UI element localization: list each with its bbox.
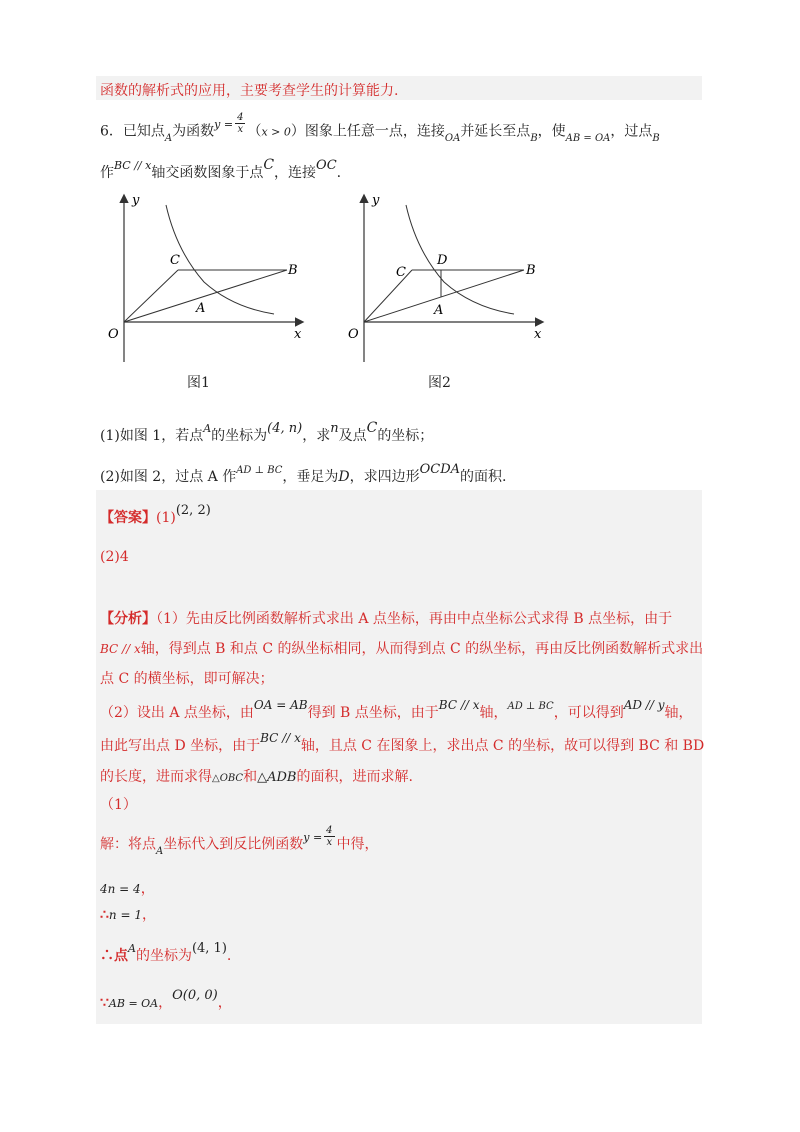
analysis-line-5: 由此写出点 D 坐标，由于BC // x轴，且点 C 在图象上，求出点 C 的坐标，故可以得到 BC 和 BD — [100, 731, 705, 754]
fig1-line-OB — [124, 270, 287, 322]
fig2-label-x: x — [534, 327, 542, 342]
fig1-label-O: O — [108, 327, 119, 342]
analysis-line-4: （2）设出 A 点坐标，由OA = AB得到 B 点坐标，由于BC // x轴，$^{AD \perp BC}$，可以得到AD // y轴， — [100, 698, 693, 721]
analysis-line-3: 点 C 的横坐标，即可解决； — [100, 671, 274, 687]
analysis-line-6: 的长度，进而求得△OBC和△ADB的面积，进而求解. — [100, 769, 413, 785]
question-2: (2)如图 2，过点 A 作$^{AD \perp BC}$，垂足为D，求四边形OCDA的面积. — [100, 462, 507, 485]
problem-line-2: 作$^{BC // x}$轴交函数图象于点C，连接OC. — [100, 157, 342, 181]
fig2-label-y: y — [372, 193, 380, 208]
solution-line-4: ∴点$^A$的坐标为(4, 1). — [100, 941, 232, 964]
answer-line-2: (2)4 — [100, 549, 129, 565]
fig2-label-A: A — [434, 303, 444, 318]
solution-line-5: ∵AB = OA，O(0, 0)， — [100, 988, 232, 1011]
solution-line-1: 解：将点$_A$坐标代入到反比例函数$^{y =}$ $\frac{4}{x}$ 中得， — [100, 825, 379, 857]
fig1-caption: 图1 — [187, 375, 210, 391]
fig1-label-C: C — [170, 253, 180, 268]
fig2-label-D: D — [437, 253, 448, 268]
fig2-caption: 图2 — [428, 375, 451, 391]
analysis-line-1: 【分析】（1）先由反比例函数解析式求出 A 点坐标，再由中点坐标公式求得 B 点坐标，由于 — [100, 611, 673, 627]
figure-1 — [104, 190, 314, 390]
answer-line-1: 【答案】(1)(2, 2) — [100, 503, 211, 526]
figure-2 — [344, 190, 554, 390]
question-1: (1)如图 1，若点$^A$的坐标为(4, n)，求n及点C的坐标； — [100, 420, 434, 444]
fig1-label-x: x — [294, 327, 302, 342]
fraction-4-over-x: $\frac{4}{x}$ — [237, 112, 244, 135]
fig2-curve — [406, 205, 514, 314]
solution-line-2: 4n = 4， — [100, 881, 155, 897]
solution-line-3: ∴n = 1， — [100, 907, 156, 923]
solution-fraction-4-over-x: $\frac{4}{x}$ — [326, 825, 333, 848]
fig2-label-O: O — [348, 327, 359, 342]
problem-line-1: 6．已知点$_A$为函数$^{y =}$ $\frac{4}{x} (x > 0)$图象上任意一点，连接$_{OA}$并延长至点$_B$，使$_{AB = OA}$，过点$_B$ — [100, 112, 660, 144]
solution-part-label: （1） — [100, 797, 137, 813]
fig1-curve — [166, 205, 274, 314]
answer-band — [96, 490, 705, 1024]
fig1-label-B: B — [288, 263, 298, 278]
fig1-label-y: y — [132, 193, 140, 208]
fig1-line-OC — [124, 270, 178, 322]
analysis-line-2: BC // x轴，得到点 B 和点 C 的纵坐标相同，从而得到点 C 的纵坐标，再由反比例函数解析式求出 — [100, 641, 704, 657]
fig2-label-C: C — [396, 265, 406, 280]
fig1-label-A: A — [196, 301, 206, 316]
intro-text: 函数的解析式的应用，主要考查学生的计算能力. — [100, 83, 399, 99]
fig2-label-B: B — [526, 263, 536, 278]
